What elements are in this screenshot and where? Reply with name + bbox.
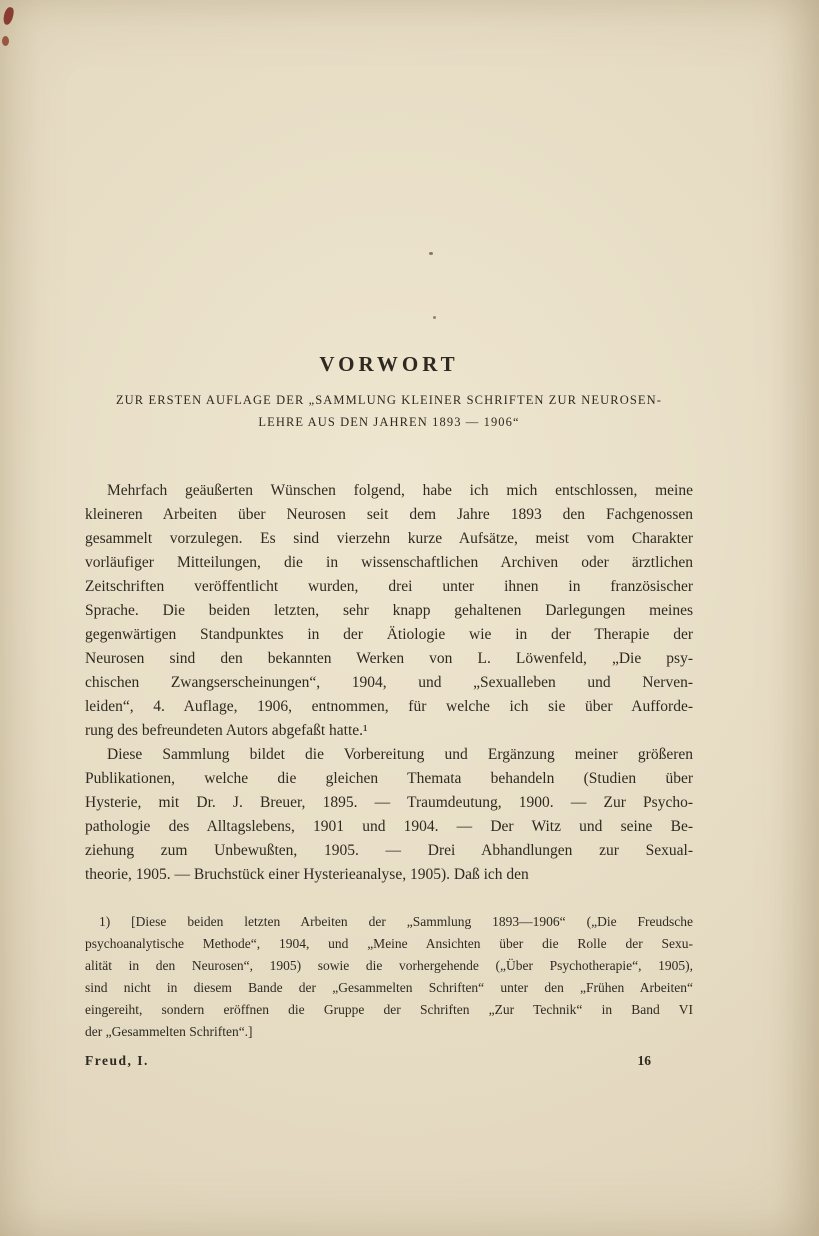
body-line: Hysterie, mit Dr. J. Breuer, 1895. — Traumdeutung, 1900. — Zur Psycho- [85, 794, 693, 811]
body-line: chischen Zwangserscheinungen“, 1904, und „Sexualleben und Nerven- [85, 674, 693, 691]
footnote-line: alität in den Neurosen“, 1905) sowie die vorhergehende („Über Psychotherapie“, 1905), [85, 958, 693, 973]
footer-sheet-number: 16 [637, 1053, 651, 1068]
body-line: Mehrfach geäußerten Wünschen folgend, habe ich mich entschlossen, meine [107, 482, 693, 499]
footnote [85, 911, 693, 1043]
body-line: Neurosen sind den bekannten Werken von L. Löwenfeld, „Die psy- [85, 650, 693, 667]
subtitle-line: ZUR ERSTEN AUFLAGE DER „SAMMLUNG KLEINER SCHRIFTEN ZUR NEUROSEN- [115, 393, 663, 407]
body-line: Sprache. Die beiden letzten, sehr knapp gehaltenen Darlegungen meines [85, 602, 693, 619]
body-line: ziehung zum Unbewußten, 1905. — Drei Abhandlungen zur Sexual- [85, 842, 693, 859]
body-line: theorie, 1905. — Bruchstück einer Hysterieanalyse, 1905). Daß ich den [85, 866, 529, 883]
footer-signature: Freud, I. [85, 1053, 149, 1068]
page-title: VORWORT [319, 352, 459, 376]
page-footer [85, 1053, 693, 1069]
subtitle-line: LEHRE AUS DEN JAHREN 1893 — 1906“ [258, 415, 520, 429]
scan-artifact-red-mark [2, 36, 9, 46]
body-line: leiden“, 4. Auflage, 1906, entnommen, für welche ich sie über Aufforde- [85, 698, 693, 715]
footnote-line: sind nicht in diesem Bande der „Gesammelten Schriften“ unter den „Frühen Arbeiten“ [85, 980, 693, 995]
scan-artifact-red-mark [2, 6, 15, 25]
paragraph-1 [85, 479, 693, 743]
footnote-line: eingereiht, sondern eröffnen die Gruppe der Schriften „Zur Technik“ in Band VI [85, 1002, 693, 1017]
body-line: gegenwärtigen Standpunktes in der Ätiologie wie in der Therapie der [85, 626, 693, 643]
body-line: rung des befreundeten Autors abgefaßt hatte.¹ [85, 722, 368, 739]
body-line: pathologie des Alltagslebens, 1901 und 1904. — Der Witz und seine Be- [85, 818, 693, 835]
footnote-line: 1) [Diese beiden letzten Arbeiten der „Sammlung 1893—1906“ („Die Freudsche [99, 914, 693, 929]
page-subtitle [85, 389, 693, 433]
footnote-line: psychoanalytische Methode“, 1904, und „Meine Ansichten über die Rolle der Sexu- [85, 936, 693, 951]
body-line: vorläufiger Mitteilungen, die in wissenschaftlichen Archiven oder ärztlichen [85, 554, 693, 571]
body-text [85, 479, 693, 887]
paragraph-2 [85, 743, 693, 887]
body-line: kleineren Arbeiten über Neurosen seit dem Jahre 1893 den Fachgenossen [85, 506, 693, 523]
text-block [85, 0, 693, 1069]
footnote-line: der „Gesammelten Schriften“.] [85, 1024, 253, 1039]
body-line: Zeitschriften veröffentlicht wurden, drei unter ihnen in französischer [85, 578, 693, 595]
body-line: gesammelt vorzulegen. Es sind vierzehn kurze Aufsätze, meist vom Charakter [85, 530, 693, 547]
body-line: Publikationen, welche die gleichen Themata behandeln (Studien über [85, 770, 693, 787]
body-line: Diese Sammlung bildet die Vorbereitung und Ergänzung meiner größeren [107, 746, 693, 763]
